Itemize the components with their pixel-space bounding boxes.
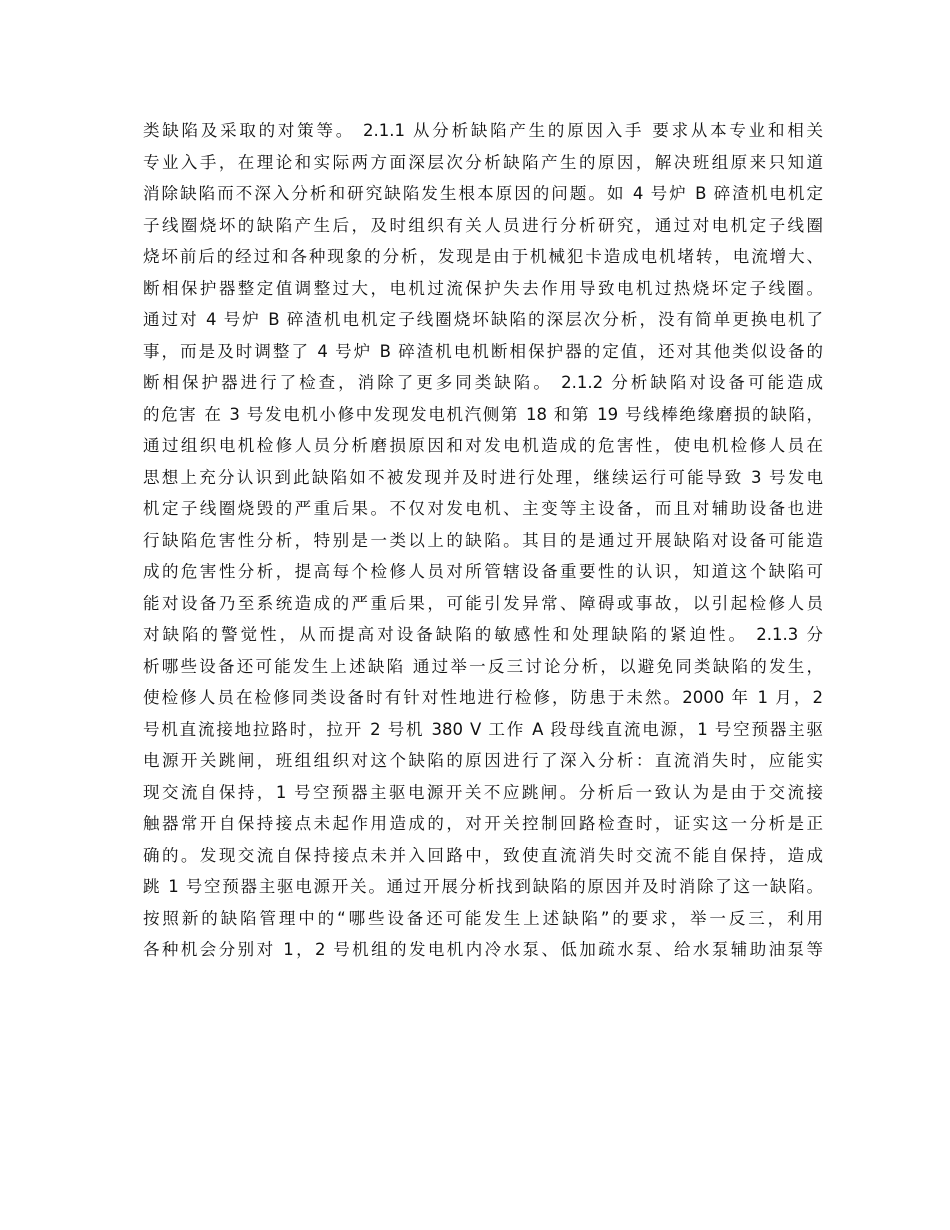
text-line-8: 事，而是及时调整了 4 号炉 B 碎渣机电机断相保护器的定值，还对其他类似设备的 [143,341,823,361]
text-line-24: 确的。发现交流自保持接点未并入回路中，致使直流消失时交流不能自保持，造成 [143,845,823,865]
text-line-11: 通过组织电机检修人员分析磨损原因和对发电机造成的危害性，使电机检修人员在 [143,436,823,455]
text-line-5: 烧坏前后的经过和各种现象的分析，发现是由于机械犯卡造成电机堵转，电流增大、 [143,247,823,266]
text-line-4: 子线圈烧坏的缺陷产生后，及时组织有关人员进行分析研究，通过对电机定子线圈 [143,215,823,235]
text-line-12: 思想上充分认识到此缺陷如不被发现并及时进行处理，继续运行可能导致 3 号发电 [143,467,823,487]
text-line-1: 类缺陷及采取的对策等。 2.1.1 从分析缺陷产生的原因入手 要求从本专业和相关 [143,121,823,140]
text-line-21: 电源开关跳闸，班组组织对这个缺陷的原因进行了深入分析：直流消失时，应能实 [143,751,823,770]
text-line-20: 号机直流接地拉路时，拉开 2 号机 380 V 工作 A 段母线直流电源，1 号空预器主驱 [143,719,823,739]
text-line-15: 成的危害性分析，提高每个检修人员对所管辖设备重要性的认识，知道这个缺陷可 [143,562,823,581]
text-line-14: 行缺陷危害性分析，特别是一类以上的缺陷。其目的是通过开展缺陷对设备可能造 [143,530,823,550]
text-line-7: 通过对 4 号炉 B 碎渣机电机定子线圈烧坏缺陷的深层次分析，没有简单更换电机了 [143,310,823,329]
text-line-18: 析哪些设备还可能发生上述缺陷 通过举一反三讨论分析，以避免同类缺陷的发生， [143,656,823,676]
text-line-13: 机定子线圈烧毁的严重后果。不仅对发电机、主变等主设备，而且对辅助设备也进 [143,499,823,518]
text-line-27: 各种机会分别对 1，2 号机组的发电机内冷水泵、低加疏水泵、给水泵辅助油泵等 [143,940,823,959]
text-line-17: 对缺陷的警觉性，从而提高对设备缺陷的敏感性和处理缺陷的紧迫性。 2.1.3 分 [143,625,823,644]
text-line-26: 按照新的缺陷管理中的“哪些设备还可能发生上述缺陷”的要求，举一反三，利用 [143,908,823,928]
text-line-19: 使检修人员在检修同类设备时有针对性地进行检修，防患于未然。2000 年 1 月，2 [143,688,823,707]
text-line-6: 断相保护器整定值调整过大，电机过流保护失去作用导致电机过热烧坏定子线圈。 [143,278,823,298]
text-line-23: 触器常开自保持接点未起作用造成的，对开关控制回路检查时，证实这一分析是正 [143,814,823,833]
text-line-16: 能对设备乃至系统造成的严重后果，可能引发异常、障碍或事故，以引起检修人员 [143,593,823,613]
text-line-2: 专业入手，在理论和实际两方面深层次分析缺陷产生的原因，解决班组原来只知道 [143,152,823,172]
body-text [143,115,823,966]
text-line-9: 断相保护器进行了检查，消除了更多同类缺陷。 2.1.2 分析缺陷对设备可能造成 [143,373,823,392]
text-line-22: 现交流自保持，1 号空预器主驱电源开关不应跳闸。分析后一致认为是由于交流接 [143,782,823,802]
text-line-3: 消除缺陷而不深入分析和研究缺陷发生根本原因的问题。如 4 号炉 B 碎渣机电机定 [143,184,823,203]
text-line-10: 的危害 在 3 号发电机小修中发现发电机汽侧第 18 和第 19 号线棒绝缘磨损的缺陷， [143,404,823,424]
text-line-25: 跳 1 号空预器主驱电源开关。通过开展分析找到缺陷的原因并及时消除了这一缺陷。 [143,877,823,896]
